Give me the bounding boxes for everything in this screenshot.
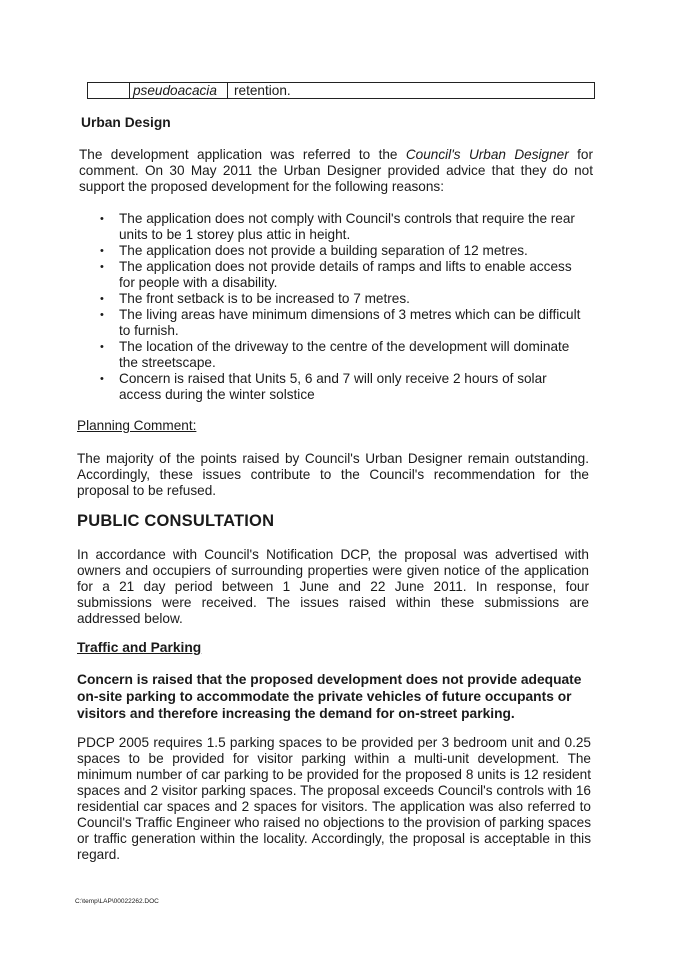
reason-item — [100, 243, 589, 259]
bullet-icon: • — [100, 213, 104, 225]
reason-text: The front setback is to be increased to 7 metres. — [119, 291, 410, 306]
table-cell-action: retention. — [234, 83, 291, 98]
traffic-parking-heading: Traffic and Parking — [77, 640, 202, 655]
urban-design-reasons-list — [100, 211, 589, 403]
footer-file-path: C:\temp\LAP\00022262.DOC — [75, 898, 159, 905]
reason-text: Concern is raised that Units 5, 6 and 7 will only receive 2 hours of solar access during the winter solstice — [119, 371, 547, 402]
traffic-response-text: PDCP 2005 requires 1.5 parking spaces to be provided per 3 bedroom unit and 0.25 spaces to be provided for visitor parking within a multi-unit development. The minimum number of car parking to be provided for the proposed 8 units is 12 resident spaces and 2 visitor parking spaces. The proposal exceeds Council's controls with 16 residential car spaces and 2 spaces for visitors. The application was also referred to Council's Traffic Engineer who raised no objections to the provision of parking spaces or traffic generation within the locality. Accordingly, the proposal is acceptable in this regard. — [77, 735, 591, 862]
reason-text: The application does not provide a building separation of 12 metres. — [119, 243, 528, 258]
intro-text-end: for comment. On 30 May 2011 the Urban Designer provided advice that they do not support the proposed development for the following reasons: — [79, 147, 593, 194]
planning-comment-text: The majority of the points raised by Council's Urban Designer remain outstanding. Accordingly, these issues contribute to the Council's recommendation for the proposal to be refused. — [77, 451, 589, 498]
intro-text-italic: Council's Urban Designer — [405, 147, 569, 162]
reason-text: The application does not provide details of ramps and lifts to enable access for people with a disability. — [119, 259, 572, 290]
table-cell-empty — [88, 83, 130, 98]
reason-text: The application does not comply with Council's controls that require the rear units to be 1 storey plus attic in height. — [119, 211, 575, 242]
reason-item — [100, 259, 589, 291]
reason-text: The living areas have minimum dimensions of 3 metres which can be difficult to furnish. — [119, 307, 581, 338]
reason-item — [100, 371, 589, 403]
reason-item — [100, 307, 589, 339]
urban-design-heading: Urban Design — [81, 115, 171, 130]
bullet-icon: • — [100, 245, 104, 257]
bullet-icon: • — [100, 261, 104, 273]
bullet-icon: • — [100, 341, 104, 353]
intro-text-start: The development application was referred to the — [79, 147, 406, 162]
traffic-concern-text: Concern is raised that the proposed development does not provide adequate on-site parking to accommodate the private vehicles of future occupants or visitors and therefore increasing the demand for on-street parking. — [77, 672, 582, 721]
bullet-icon: • — [100, 373, 104, 385]
bullet-icon: • — [100, 309, 104, 321]
reason-text: The location of the driveway to the centre of the development will dominate the streetscape. — [119, 339, 570, 370]
bullet-icon: • — [100, 293, 104, 305]
public-consultation-text: In accordance with Council's Notification DCP, the proposal was advertised with owners and occupiers of surrounding properties were given notice of the application for a 21 day period between 1 June and 22 June 2011. In response, four submissions were received. The issues raised within these submissions are addressed below. — [77, 547, 589, 626]
table-fragment — [87, 82, 595, 99]
table-cell-species: pseudoacacia — [129, 83, 228, 98]
public-consultation-heading: PUBLIC CONSULTATION — [77, 512, 275, 530]
planning-comment-label: Planning Comment: — [77, 418, 197, 433]
urban-design-intro — [79, 147, 593, 195]
reason-item — [100, 339, 589, 371]
reason-item — [100, 291, 589, 307]
reason-item — [100, 211, 589, 243]
